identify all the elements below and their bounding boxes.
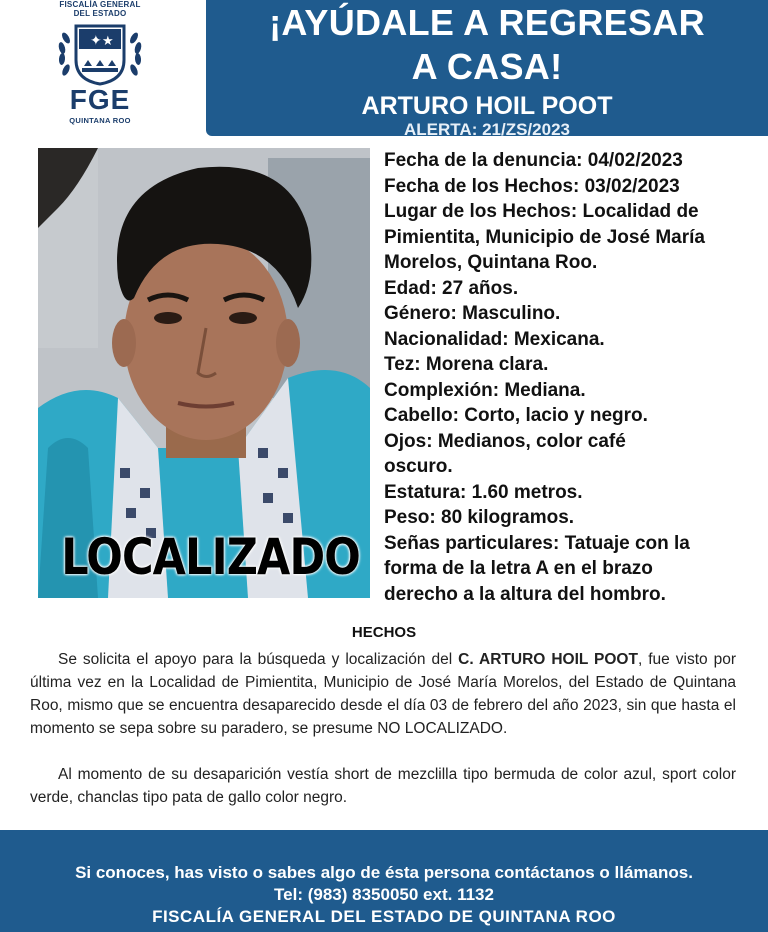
- hechos-body: [30, 648, 736, 809]
- footer: [0, 848, 768, 932]
- hechos-p1-end: , fue visto por última vez en la Localidad de Pimientita, Municipio de José María Morelos, del Estado de Quintana Roo, mismo que se encuentra desaparecido desde el día 03 de febrero del año 2023, sin que hasta el momento se sepa sobre su paradero, se presume NO LOCALIZADO.: [30, 651, 737, 737]
- alert-number: ALERTA: 21/ZS/2023: [404, 120, 570, 139]
- detail-line: Lugar de los Hechos: Localidad de: [384, 201, 699, 222]
- logo-org-line2: DEL ESTADO: [73, 9, 127, 18]
- detail-line: Género: Masculino.: [384, 303, 561, 324]
- detail-line: Cabello: Corto, lacio y negro.: [384, 405, 648, 426]
- hechos-p1-start: Se solicita el apoyo para la búsqueda y localización del: [58, 651, 459, 668]
- detail-line: Morelos, Quintana Roo.: [384, 252, 598, 273]
- hechos-paragraph-2: Al momento de su desaparición vestía short de mezclilla tipo bermuda de color azul, sport color verde, chanclas tipo pata de gallo color negro.: [30, 766, 736, 806]
- headline-line1: ¡AYÚDALE A REGRESAR: [269, 2, 705, 43]
- footer-agency: FISCALÍA GENERAL DEL ESTADO DE QUINTANA ROO: [152, 907, 616, 926]
- hechos-heading: HECHOS: [351, 624, 417, 641]
- logo-acronym: FGE: [69, 84, 131, 115]
- svg-text:✦: ✦: [90, 33, 102, 49]
- fge-logo: [40, 0, 160, 140]
- headline-line2: A CASA!: [411, 46, 563, 87]
- header-banner: [206, 0, 768, 139]
- detail-line: derecho a la altura del hombro.: [384, 583, 666, 605]
- hechos-p1-name: C. ARTURO HOIL POOT: [458, 651, 638, 668]
- logo-state: QUINTANA ROO: [69, 116, 131, 125]
- state-coat-of-arms-icon: [50, 20, 150, 86]
- detail-line: Complexión: Mediana.: [384, 379, 586, 401]
- detail-line: forma de la letra A en el brazo: [384, 558, 653, 579]
- detail-line: Ojos: Medianos, color café: [384, 430, 626, 452]
- footer-contact-text: Si conoces, has visto o sabes algo de ésta persona contáctanos o llámanos.: [75, 863, 693, 882]
- detail-line: Nacionalidad: Mexicana.: [384, 328, 605, 350]
- detail-line: Señas particulares: Tatuaje con la: [384, 532, 690, 554]
- detail-line: oscuro.: [384, 456, 453, 477]
- svg-text:★: ★: [102, 34, 114, 49]
- detail-line: Fecha de la denuncia: 04/02/2023: [384, 150, 683, 171]
- detail-line: Tez: Morena clara.: [384, 354, 549, 375]
- logo-org-line1: FISCALÍA GENERAL: [59, 0, 141, 9]
- person-details: [384, 148, 754, 607]
- hechos-paragraph-1: [30, 648, 736, 740]
- detail-line: Fecha de los Hechos: 03/02/2023: [384, 175, 680, 197]
- detail-line: Estatura: 1.60 metros.: [384, 481, 583, 503]
- detail-line: Pimientita, Municipio de José María: [384, 226, 705, 248]
- detail-line: Edad: 27 años.: [384, 277, 519, 299]
- localizado-stamp: LOCALIZADO: [61, 528, 361, 586]
- person-name: ARTURO HOIL POOT: [361, 92, 613, 120]
- detail-line: Peso: 80 kilogramos.: [384, 507, 575, 528]
- footer-divider: [0, 830, 768, 848]
- footer-phone: Tel: (983) 8350050 ext. 1132: [274, 885, 494, 904]
